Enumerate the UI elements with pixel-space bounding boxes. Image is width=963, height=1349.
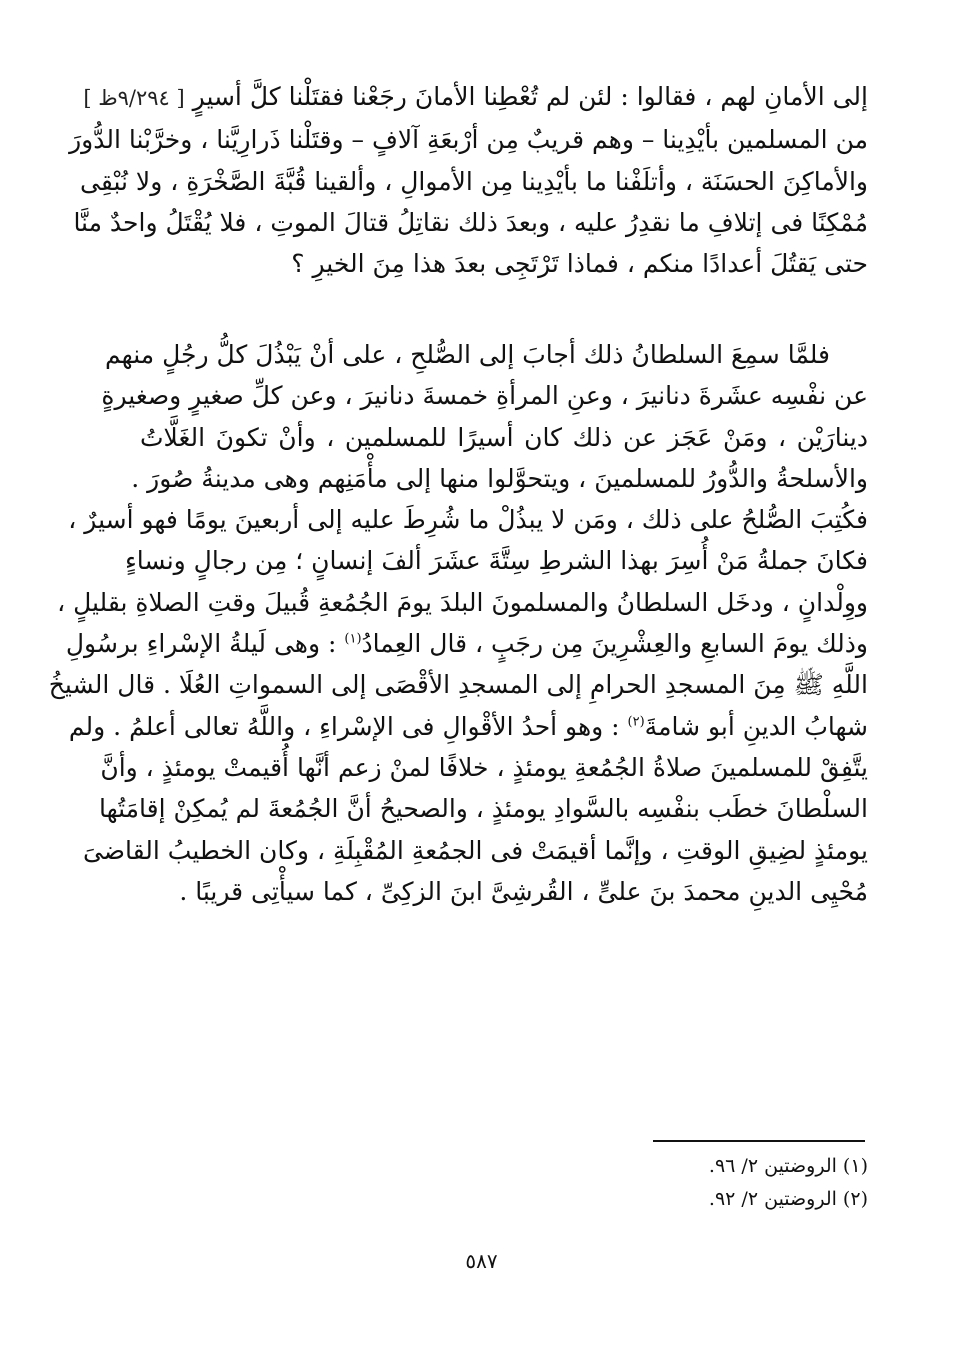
text-line: فكُتِبَ الصُّلحُ على ذلك ، ومَن لا يبذُلْ ما شُرِطَ عليه إلى أربعينَ يومًا فهو أسيرٌ ، bbox=[68, 505, 868, 535]
text-line-content: شهابُ الدينِ أبو شامةَ bbox=[644, 711, 868, 741]
text-line bbox=[68, 706, 868, 747]
text-line: والأماكِنَ الحسَنَة ، وأتلَفْنا ما بأيْدِينا مِن الأموالِ ، وألقينا قُبَّةَ الصَّخْرَةِ ، ولا نُبْقِى bbox=[80, 166, 868, 196]
footnote-marker-2[interactable]: (٢) bbox=[627, 714, 645, 730]
text-line: فلمَّا سمِعَ السلطانُ ذلك أجابَ إلى الصُّلحِ ، على أنْ يَبْذُلَ كلُّ رجُلٍ منهم bbox=[105, 340, 830, 369]
text-line: دينارَيْن ، ومَنْ عَجَز عن ذلك كان أسيرًا للمسلمين ، وأنْ تكونَ الغَلَّاتُ bbox=[140, 422, 868, 452]
paragraph-1 bbox=[69, 76, 868, 284]
text-line: اللَّهِ ﷺ مِنَ المسجدِ الحرامِ إلى المسجدِ الأقْصَى إلى السمواتِ العُلَا . قال الشيخُ bbox=[48, 670, 868, 700]
text-line: مُحْيِى الدينِ محمدَ بنَ علىٍّ ، القُرشِىَّ ابنَ الزكِىِّ ، كما سيأْتِى قريبًا . bbox=[179, 876, 868, 906]
text-line: يتَّفِقْ للمسلمينَ صلاةُ الجُمُعةِ يومئذٍ ، خلافًا لمنْ زعم أنَّها أُقيمتْ يومئذٍ ، وأنَّ bbox=[100, 752, 868, 782]
text-line: فكانَ جملةُ مَنْ أُسِرَ بهذا الشرطِ سِتَّةَ عشَرَ ألفَ إنسانٍ ؛ مِن رجالٍ ونساءٍ bbox=[125, 546, 868, 576]
text-line-content: إلى الأمانِ لهم ، فقالوا : لئن لم تُعْطِنا الأمانَ رجَعْنا فقتَلْنا كلَّ أسيرٍ bbox=[184, 82, 868, 111]
text-line: عن نفْسِه عشَرةَ دنانيرَ ، وعنِ المرأةِ خمسةَ دنانيرَ ، وعن كلِّ صغيرٍ وصغيرةٍ bbox=[101, 381, 868, 411]
text-line: ووِلْدانٍ ، ودخَل السلطانُ والمسلمونَ البلدَ يومَ الجُمُعةِ قُبيلَ وقتِ الصلاةِ بقليلٍ ، bbox=[57, 587, 868, 617]
text-line bbox=[83, 76, 868, 119]
text-line-content: وذلك يومَ السابعِ والعِشْرِينَ مِن رجَبٍ ، قال العِمادُ bbox=[361, 629, 868, 659]
text-line: السلْطانَ خطَب بنفْسِه بالسَّوادِ يومئذٍ ، والصحيحُ أنَّ الجُمُعةَ لم يُمكِنْ إقامَتُها bbox=[98, 794, 868, 824]
text-line: والأسلحةُ والدُّورُ للمسلمينَ ، ويتحوَّلوا منها إلى مأْمَنِهم وهى مدينةُ صُورَ . bbox=[131, 463, 868, 493]
footnote-marker-1[interactable]: (١) bbox=[344, 631, 362, 647]
footnote-2: (٢) الروضتين ٢/ ٩٢. bbox=[708, 1188, 868, 1210]
text-line-content: : وهو أحدُ الأقْوالِ فى الإسْراءِ ، واللَّهُ تعالى أعلمُ . ولم bbox=[68, 711, 628, 741]
text-line-content: : وهى لَيلةُ الإسْراءِ برسُولِ bbox=[65, 629, 345, 659]
text-line bbox=[65, 623, 868, 664]
footnote-1: (١) الروضتين ٢/ ٩٦. bbox=[708, 1155, 868, 1177]
text-line: حتى يَقتُلَ أعدادًا منكم ، فماذا تَرْتَجِى بعدَ هذا مِنَ الخيرِ ؟ bbox=[291, 249, 868, 279]
paragraph-2 bbox=[48, 334, 868, 912]
page-number: ٥٨٧ bbox=[465, 1249, 498, 1273]
text-line: من المسلمين بأيْدِينا – وهم قريبٌ مِن أرْبعَةِ آلافٍ – وقتَلْنا ذَرارِيَّنا ، وخرَّبْنا الدُّورَ bbox=[69, 125, 868, 155]
text-line: يومئذٍ لضِيقِ الوقتِ ، وإنَّما أقيمَتْ فى الجمُعةِ المُقْبِلَةِ ، وكان الخطيبُ القاضىَ bbox=[82, 835, 868, 865]
text-line: مُمْكِنًا فى إتلافِ ما نقدِرُ عليه ، وبعدَ ذلك نقاتِلُ قتالَ الموتِ ، فلا يُقْتَلُ واحدٌ منَّا bbox=[73, 207, 868, 237]
footnotes bbox=[500, 1150, 868, 1216]
margin-reference: [ ٩/٢٩٤ظ ] bbox=[83, 86, 185, 110]
footnote-separator bbox=[653, 1140, 865, 1142]
